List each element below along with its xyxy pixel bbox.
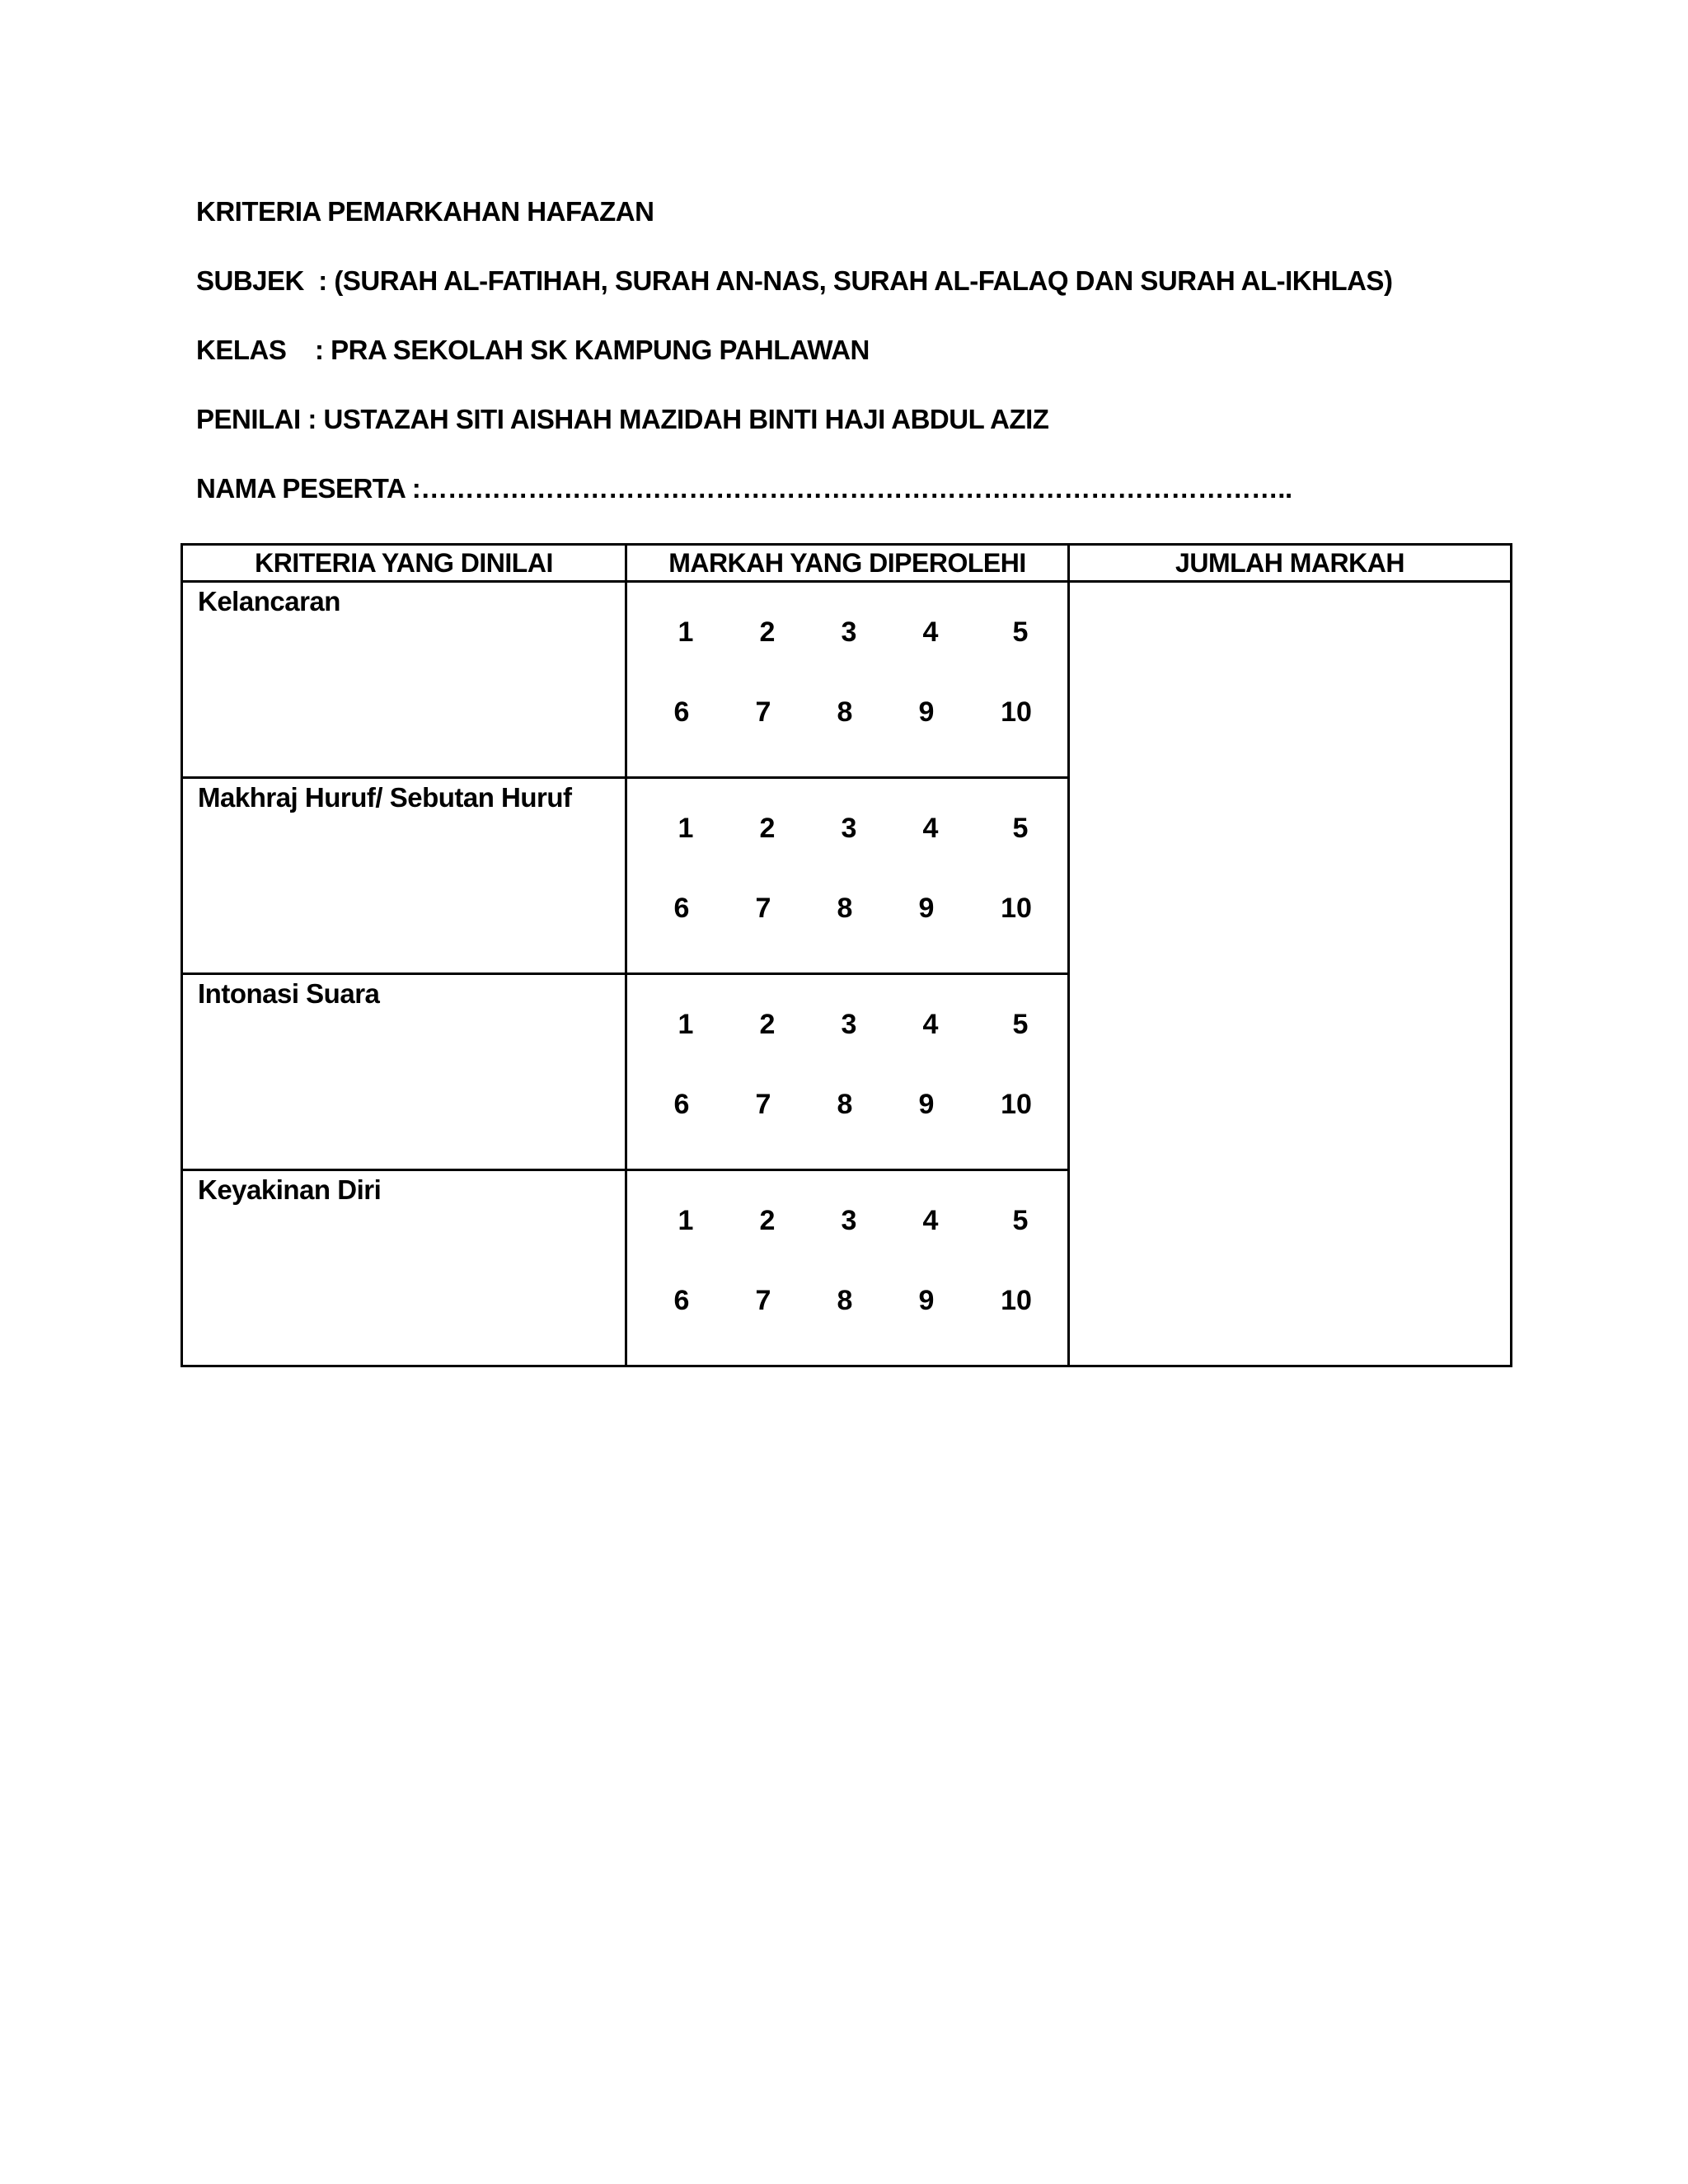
mark-option[interactable]: 7 (755, 1285, 771, 1316)
column-header-marks: MARKAH YANG DIPEROLEHI (626, 545, 1069, 582)
mark-option[interactable]: 1 (678, 1009, 694, 1040)
marks-cell (626, 582, 1069, 778)
table-row (182, 582, 1512, 778)
mark-option[interactable]: 6 (673, 893, 690, 924)
marks-row (627, 1088, 1067, 1121)
mark-option[interactable]: 4 (922, 616, 939, 648)
mark-option[interactable]: 6 (673, 1089, 690, 1120)
mark-option[interactable]: 6 (673, 696, 690, 728)
marks-row (627, 1204, 1067, 1237)
mark-option[interactable]: 3 (841, 1009, 857, 1040)
mark-option[interactable]: 1 (678, 1205, 694, 1236)
mark-option[interactable]: 10 (1001, 696, 1032, 728)
mark-option[interactable]: 2 (759, 1009, 776, 1040)
criterion-cell (182, 778, 626, 974)
marks-row (627, 616, 1067, 649)
criterion-label: Kelancaran (198, 586, 340, 616)
mark-option[interactable]: 2 (759, 813, 776, 844)
mark-option[interactable]: 5 (1012, 616, 1029, 648)
marks-cell (626, 974, 1069, 1170)
mark-option[interactable]: 5 (1012, 813, 1029, 844)
mark-option[interactable]: 9 (918, 1285, 935, 1316)
column-header-criteria: KRITERIA YANG DINILAI (182, 545, 626, 582)
criterion-label: Intonasi Suara (198, 978, 380, 1009)
mark-option[interactable]: 9 (918, 893, 935, 924)
mark-option[interactable]: 5 (1012, 1205, 1029, 1236)
mark-option[interactable]: 2 (759, 616, 776, 648)
marks-cell (626, 1170, 1069, 1366)
mark-option[interactable]: 8 (837, 1089, 853, 1120)
mark-option[interactable]: 10 (1001, 1285, 1032, 1316)
criterion-cell (182, 974, 626, 1170)
document-title: KRITERIA PEMARKAHAN HAFAZAN (196, 196, 654, 227)
marks-row (627, 1284, 1067, 1317)
mark-option[interactable]: 8 (837, 696, 853, 728)
criterion-label: Keyakinan Diri (198, 1174, 382, 1205)
mark-option[interactable]: 3 (841, 1205, 857, 1236)
criterion-label: Makhraj Huruf/ Sebutan Huruf (198, 782, 572, 813)
mark-option[interactable]: 7 (755, 696, 771, 728)
subject-line: SUBJEK : (SURAH AL-FATIHAH, SURAH AN-NAS, SURAH AL-FALAQ DAN SURAH AL-IKHLAS) (196, 265, 1393, 296)
mark-option[interactable]: 6 (673, 1285, 690, 1316)
mark-option[interactable]: 4 (922, 1009, 939, 1040)
mark-option[interactable]: 3 (841, 616, 857, 648)
table-header-row (182, 545, 1512, 582)
mark-option[interactable]: 8 (837, 893, 853, 924)
marks-row (627, 696, 1067, 729)
mark-option[interactable]: 9 (918, 1089, 935, 1120)
mark-option[interactable]: 4 (922, 813, 939, 844)
mark-option[interactable]: 8 (837, 1285, 853, 1316)
marks-row (627, 1008, 1067, 1041)
mark-option[interactable]: 5 (1012, 1009, 1029, 1040)
mark-option[interactable]: 10 (1001, 893, 1032, 924)
mark-option[interactable]: 4 (922, 1205, 939, 1236)
mark-option[interactable]: 1 (678, 616, 694, 648)
mark-option[interactable]: 7 (755, 1089, 771, 1120)
criterion-cell (182, 1170, 626, 1366)
mark-option[interactable]: 10 (1001, 1089, 1032, 1120)
total-marks-cell[interactable] (1068, 582, 1511, 1366)
marks-row (627, 892, 1067, 925)
assessor-line: PENILAI : USTAZAH SITI AISHAH MAZIDAH BINTI HAJI ABDUL AZIZ (196, 404, 1049, 434)
marking-table (181, 543, 1512, 1367)
mark-option[interactable]: 7 (755, 893, 771, 924)
marks-row (627, 812, 1067, 845)
mark-option[interactable]: 1 (678, 813, 694, 844)
mark-option[interactable]: 3 (841, 813, 857, 844)
mark-option[interactable]: 9 (918, 696, 935, 728)
class-line: KELAS : PRA SEKOLAH SK KAMPUNG PAHLAWAN (196, 335, 870, 365)
criterion-cell (182, 582, 626, 778)
mark-option[interactable]: 2 (759, 1205, 776, 1236)
marks-cell (626, 778, 1069, 974)
column-header-total: JUMLAH MARKAH (1068, 545, 1511, 582)
participant-name-field[interactable]: NAMA PESERTA :…………………………………………………………………………………….. (196, 473, 1292, 504)
